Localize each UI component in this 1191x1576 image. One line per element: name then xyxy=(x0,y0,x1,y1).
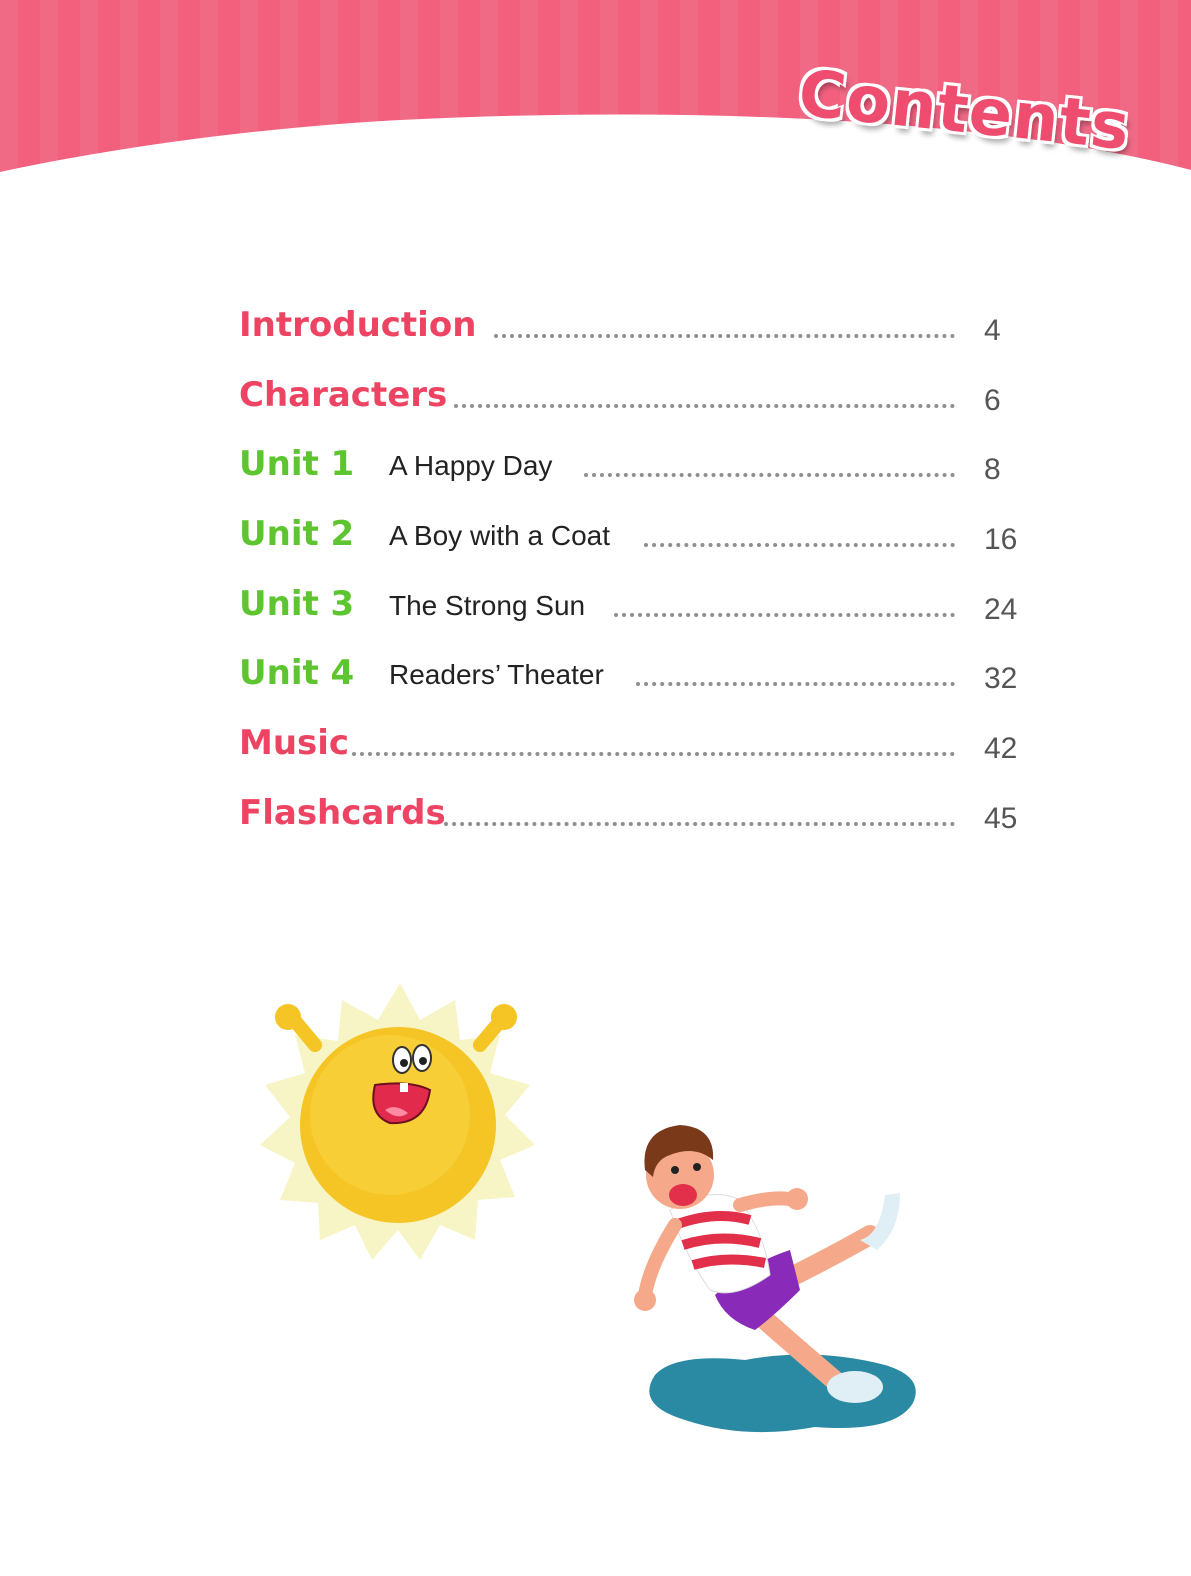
dot-leader xyxy=(644,543,955,547)
dot-leader xyxy=(444,822,955,826)
toc-page-number: 45 xyxy=(984,802,1018,835)
toc-heading: Characters xyxy=(239,375,448,415)
boy-slipping-in-puddle-illustration xyxy=(615,1115,935,1445)
toc-entry-characters[interactable] xyxy=(239,370,1039,430)
toc-subtitle: The Strong Sun xyxy=(389,581,593,631)
dot-leader xyxy=(614,613,955,617)
dot-leader xyxy=(636,682,955,686)
toc-heading: Unit 1 xyxy=(239,444,355,484)
toc-page-number: 24 xyxy=(984,593,1018,626)
toc-entry-unit-4[interactable] xyxy=(239,648,1039,708)
dot-leader xyxy=(494,334,955,338)
dot-leader xyxy=(352,752,955,756)
toc-heading: Flashcards xyxy=(239,793,446,833)
toc-heading: Introduction xyxy=(239,305,477,345)
toc-page-number: 16 xyxy=(984,523,1018,556)
dot-leader xyxy=(584,473,955,477)
toc-entry-flashcards[interactable] xyxy=(239,788,1039,848)
toc-page-number: 4 xyxy=(984,314,1001,347)
toc-heading: Unit 2 xyxy=(239,514,355,554)
dot-leader xyxy=(454,404,955,408)
toc-page-number: 42 xyxy=(984,732,1018,765)
toc-page-number: 8 xyxy=(984,453,1001,486)
toc-entry-unit-1[interactable] xyxy=(239,439,1039,499)
toc-page-number: 6 xyxy=(984,384,1001,417)
toc-subtitle: Readers’ Theater xyxy=(389,650,612,700)
toc-heading: Music xyxy=(239,723,350,763)
toc-page-number: 32 xyxy=(984,662,1018,695)
toc-subtitle: A Boy with a Coat xyxy=(389,511,618,561)
toc-entry-music[interactable] xyxy=(239,718,1039,778)
toc-heading: Unit 4 xyxy=(239,653,355,693)
toc-entry-unit-3[interactable] xyxy=(239,579,1039,639)
toc-subtitle: A Happy Day xyxy=(389,441,560,491)
toc-entry-unit-2[interactable] xyxy=(239,509,1039,569)
smiling-sun-illustration xyxy=(250,975,550,1275)
toc-heading: Unit 3 xyxy=(239,584,355,624)
page-title: Contents xyxy=(795,56,1134,166)
toc-entry-introduction[interactable] xyxy=(239,300,1039,360)
